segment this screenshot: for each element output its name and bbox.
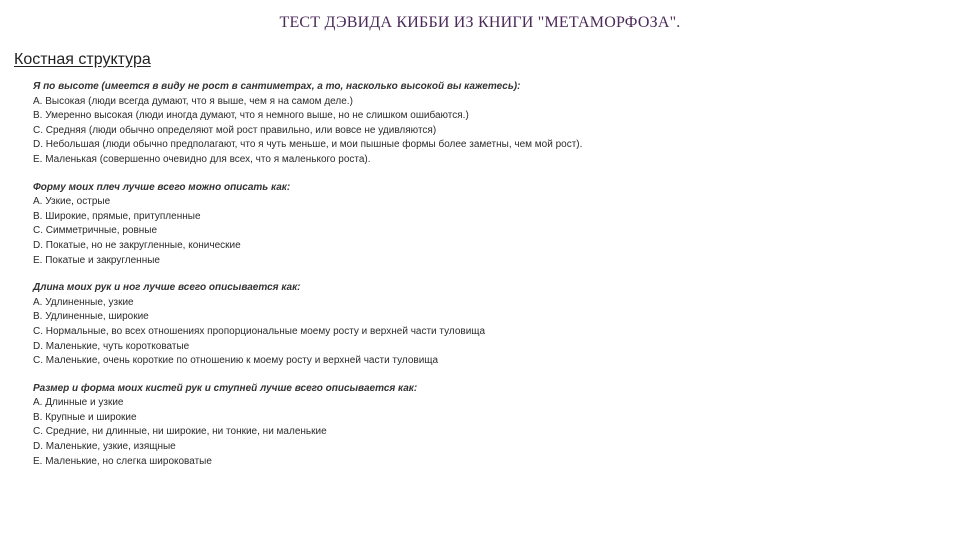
- answer-option: B. Умеренно высокая (люди иногда думают, что я немного выше, но не слишком ошибаются.): [33, 110, 469, 122]
- answer-option: E. Маленькие, но слегка широковатые: [33, 455, 212, 467]
- answer-option: C. Средняя (люди обычно определяют мой рост правильно, или вовсе не удивляются): [33, 124, 437, 136]
- answer-option: C. Симметричные, ровные: [33, 225, 158, 237]
- question-text: Я по высоте (имеется в виду не рост в сантиметрах, а то, насколько высокой вы кажетесь):: [33, 81, 521, 92]
- answer-option: B. Широкие, прямые, притупленные: [33, 210, 201, 222]
- answer-option: E. Маленькая (совершенно очевидно для всех, что я маленького роста).: [33, 153, 371, 165]
- question-text: Форму моих плеч лучше всего можно описать как:: [33, 181, 291, 193]
- question-text: Размер и форма моих кистей рук и ступней лучше всего описывается как:: [33, 382, 418, 394]
- answer-option: A. Длинные и узкие: [33, 397, 124, 409]
- question-hands-feet: [33, 382, 933, 470]
- answer-option: A. Удлиненные, узкие: [33, 296, 134, 308]
- question-list: [33, 80, 933, 482]
- question-shoulders: [33, 181, 933, 269]
- answer-option: D. Маленькие, чуть коротковатые: [33, 340, 190, 352]
- answer-option: C. Маленькие, очень короткие по отношению к моему росту и верхней части туловища: [33, 355, 439, 367]
- page-title: ТЕСТ ДЭВИДА КИББИ ИЗ КНИГИ "МЕТАМОРФОЗА".: [279, 14, 681, 31]
- question-height: [33, 80, 933, 168]
- answer-option: C. Нормальные, во всех отношениях пропорциональные моему росту и верхней части туловища: [33, 325, 486, 337]
- answer-option: A. Высокая (люди всегда думают, что я выше, чем я на самом деле.): [33, 95, 353, 107]
- answer-option: D. Небольшая (люди обычно предполагают, что я чуть меньше, и мои пышные формы более заметны, чем мой рост).: [33, 139, 583, 151]
- answer-option: C. Средние, ни длинные, ни широкие, ни тонкие, ни маленькие: [33, 426, 327, 438]
- section-heading: Костная структура: [14, 51, 151, 68]
- answer-option: A. Узкие, острые: [33, 196, 111, 208]
- answer-option: E. Покатые и закругленные: [33, 254, 160, 266]
- question-text: Длина моих рук и ног лучше всего описывается как:: [33, 282, 301, 294]
- answer-option: B. Крупные и широкие: [33, 411, 137, 423]
- answer-option: D. Маленькие, узкие, изящные: [33, 441, 176, 453]
- answer-option: D. Покатые, но не закругленные, конические: [33, 239, 241, 251]
- question-limbs: [33, 281, 933, 369]
- answer-option: B. Удлиненные, широкие: [33, 311, 149, 323]
